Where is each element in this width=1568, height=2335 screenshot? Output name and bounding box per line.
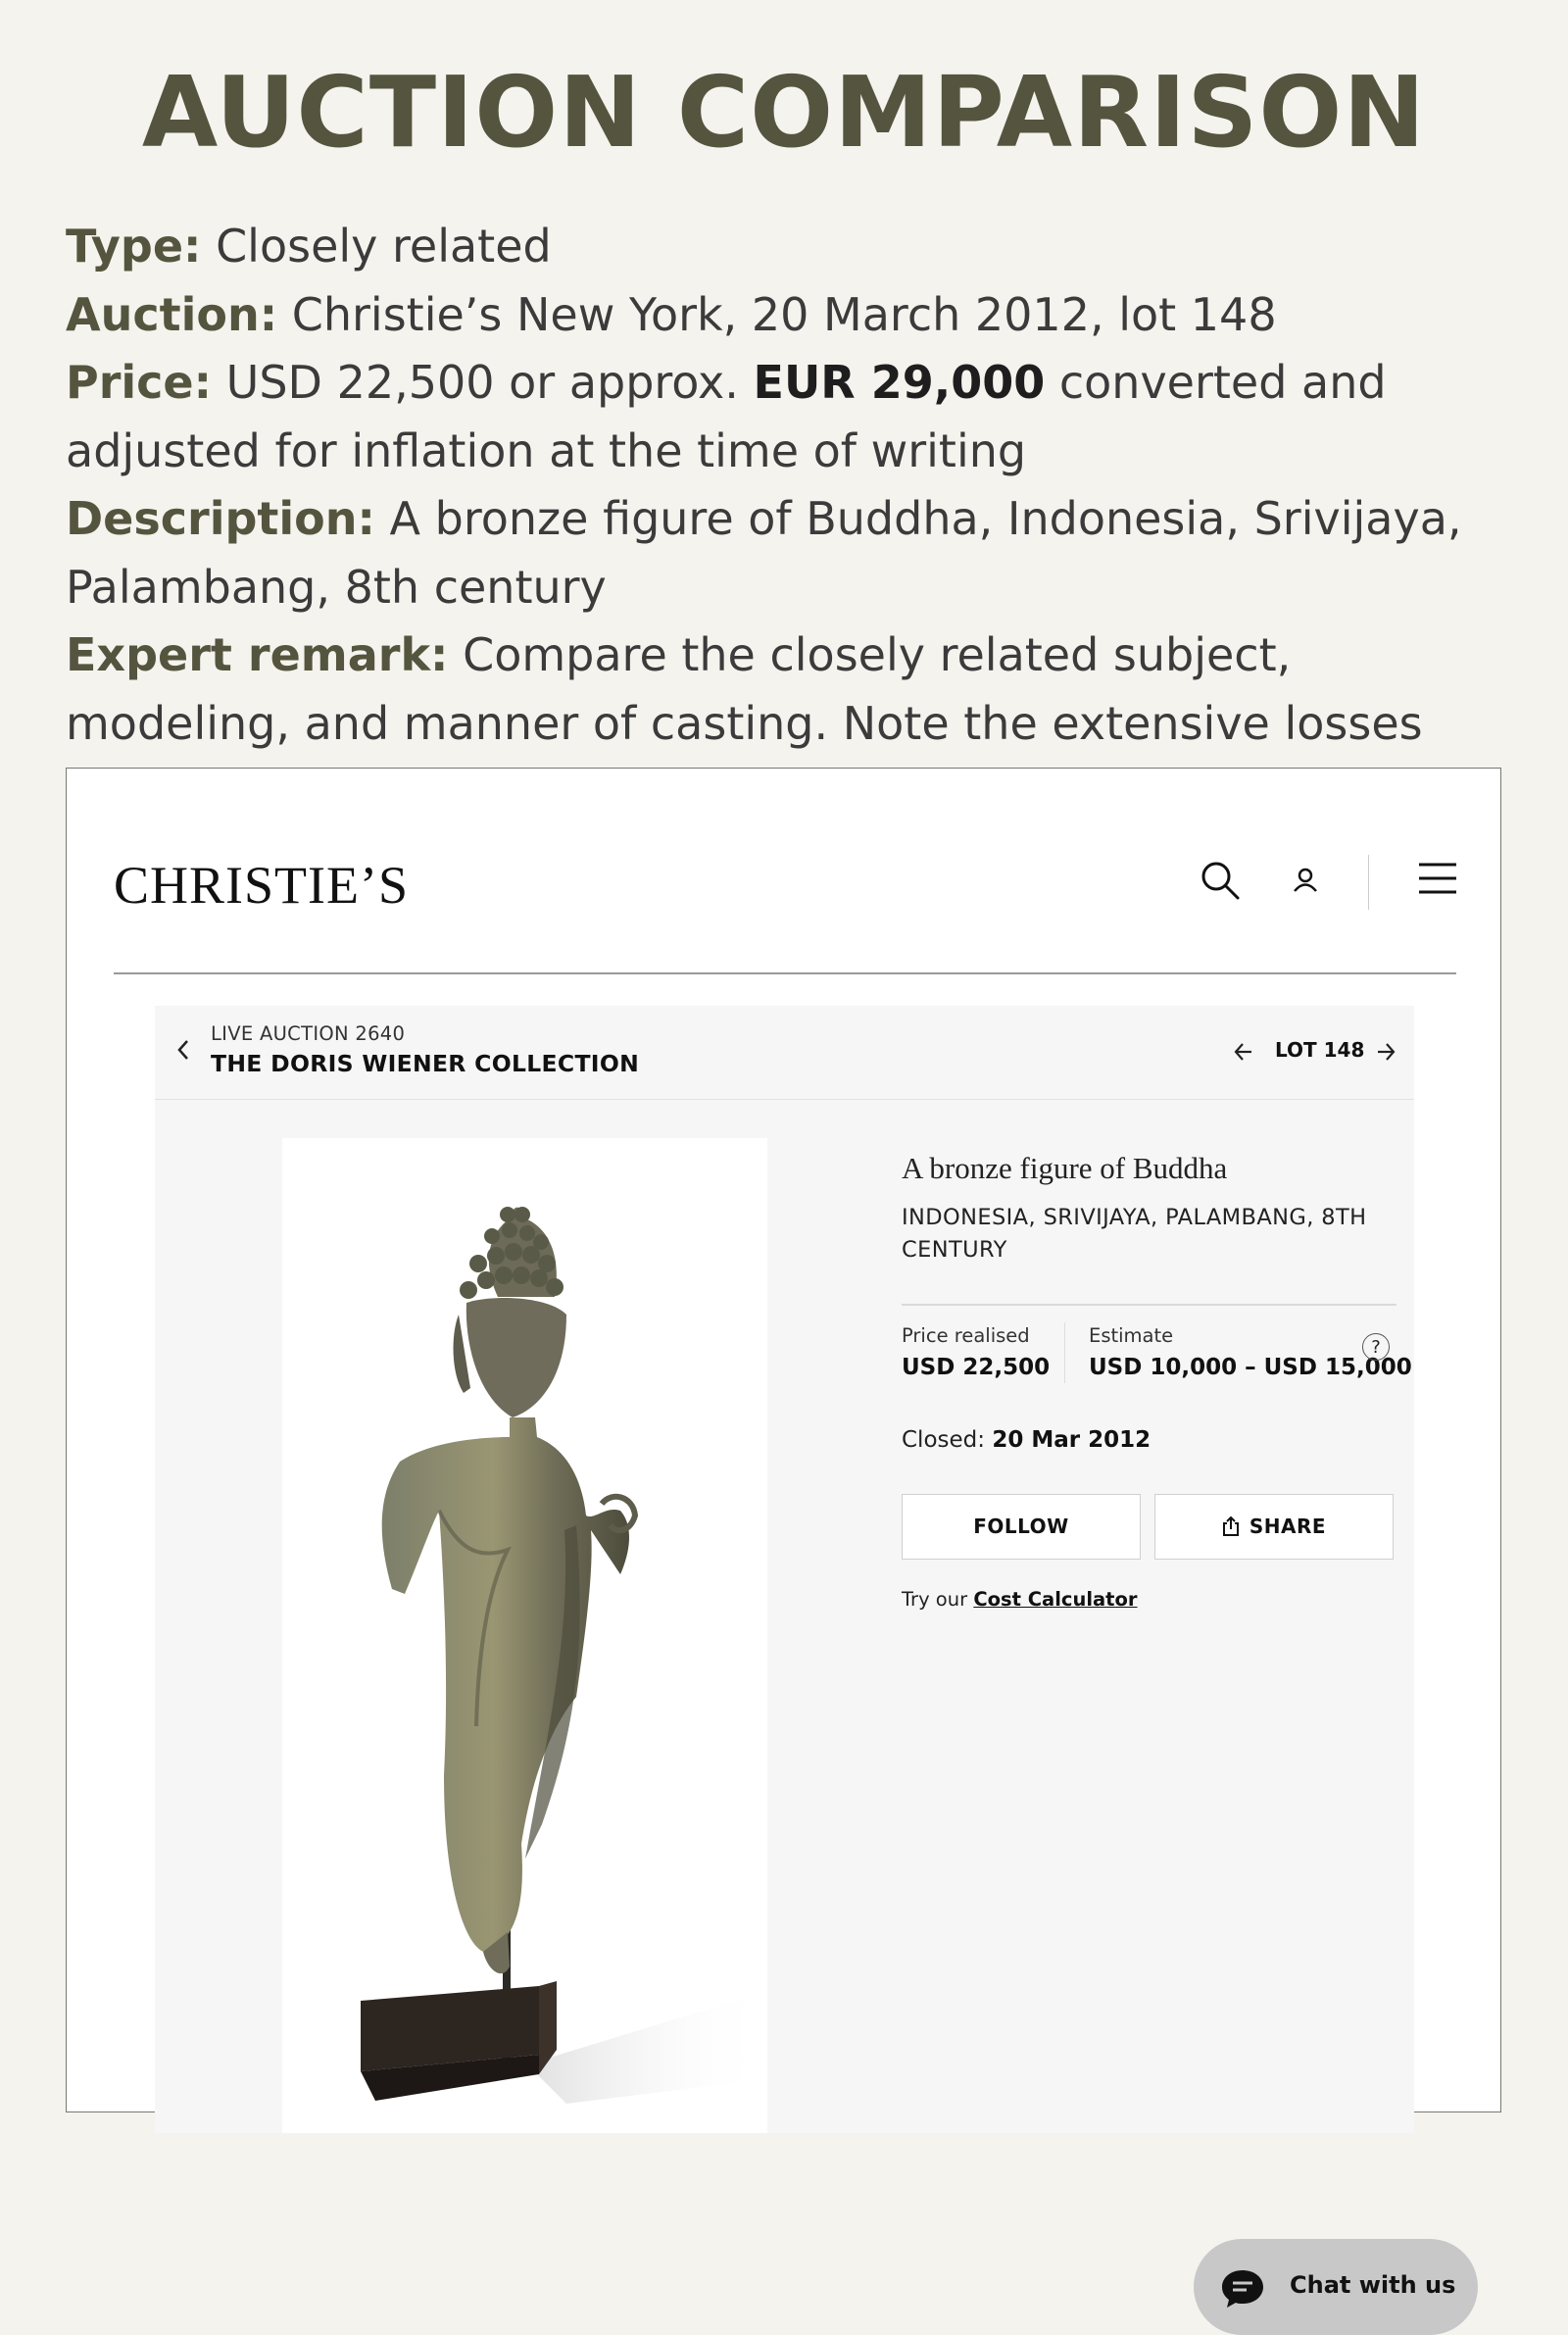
christies-screenshot <box>66 768 1501 2299</box>
cost-calculator-line <box>902 1588 1138 1611</box>
arrow-right-icon[interactable] <box>1375 1041 1396 1067</box>
page-title: AUCTION COMPARISON <box>141 55 1427 170</box>
expert-remark-value: Compare the closely related subject, modeling, and manner of casting. Note the extensive losses <box>66 628 1423 750</box>
menu-icon[interactable] <box>1417 861 1458 900</box>
price-estimate-divider <box>1064 1322 1065 1383</box>
auction-value: Christie’s New York, 20 March 2012, lot 148 <box>291 287 1277 341</box>
price-value: USD 22,500 or approx. <box>225 356 739 409</box>
chat-label: Chat with us <box>1290 2271 1456 2299</box>
estimate-label: Estimate <box>1089 1324 1174 1347</box>
header-divider <box>1368 855 1369 910</box>
comparison-details <box>66 213 1516 826</box>
auction-label: Auction: <box>66 287 278 341</box>
lot-title: A bronze figure of Buddha <box>902 1151 1228 1185</box>
chevron-left-icon[interactable] <box>174 1037 192 1067</box>
lot-subtitle: INDONESIA, SRIVIJAYA, PALAMBANG, 8TH CENTURY <box>902 1205 1367 1263</box>
follow-button[interactable]: FOLLOW <box>902 1494 1141 1560</box>
lot-number: LOT 148 <box>1275 1038 1365 1062</box>
auction-row <box>66 281 1516 350</box>
calc-prefix: Try our <box>902 1588 968 1611</box>
auction-number[interactable]: LIVE AUCTION 2640 <box>211 1022 406 1045</box>
description-row <box>66 485 1516 621</box>
lot-panel <box>155 1006 1456 2299</box>
description-label: Description: <box>66 492 375 545</box>
christies-logo[interactable]: CHRISTIE’S <box>114 856 410 915</box>
details-divider <box>902 1304 1396 1306</box>
share-button[interactable] <box>1154 1494 1394 1560</box>
price-label: Price: <box>66 356 213 409</box>
type-value: Closely related <box>216 220 552 273</box>
price-note: converted and adjusted for inflation at the time of writing <box>66 356 1387 477</box>
search-icon[interactable] <box>1199 859 1242 906</box>
price-realised-label: Price realised <box>902 1324 1030 1347</box>
price-eur: EUR 29,000 <box>753 356 1046 409</box>
closed-value: 20 Mar 2012 <box>992 1427 1152 1453</box>
share-icon <box>1222 1515 1240 1537</box>
chat-icon <box>1219 2266 1266 2310</box>
chat-button[interactable] <box>1194 2239 1478 2335</box>
share-label: SHARE <box>1249 1515 1327 1538</box>
price-realised-value: USD 22,500 <box>902 1355 1051 1380</box>
auction-bar <box>155 1006 1414 1100</box>
help-icon[interactable]: ? <box>1362 1333 1390 1361</box>
estimate-value: USD 10,000 – USD 15,000 <box>1089 1355 1412 1380</box>
account-icon[interactable] <box>1290 865 1321 900</box>
closed-label: Closed: <box>902 1427 986 1453</box>
arrow-left-icon[interactable] <box>1233 1041 1254 1067</box>
auction-name[interactable]: THE DORIS WIENER COLLECTION <box>211 1050 640 1077</box>
cost-calculator-link[interactable]: Cost Calculator <box>973 1588 1138 1611</box>
closed-date <box>902 1427 1151 1453</box>
type-row <box>66 213 1516 281</box>
lot-image[interactable] <box>282 1138 767 2133</box>
description-value: A bronze figure of Buddha, Indonesia, Srivijaya, Palambang, 8th century <box>66 492 1462 614</box>
expert-remark-label: Expert remark: <box>66 628 449 681</box>
price-row <box>66 349 1516 485</box>
type-label: Type: <box>66 220 202 273</box>
header-rule <box>114 972 1456 974</box>
